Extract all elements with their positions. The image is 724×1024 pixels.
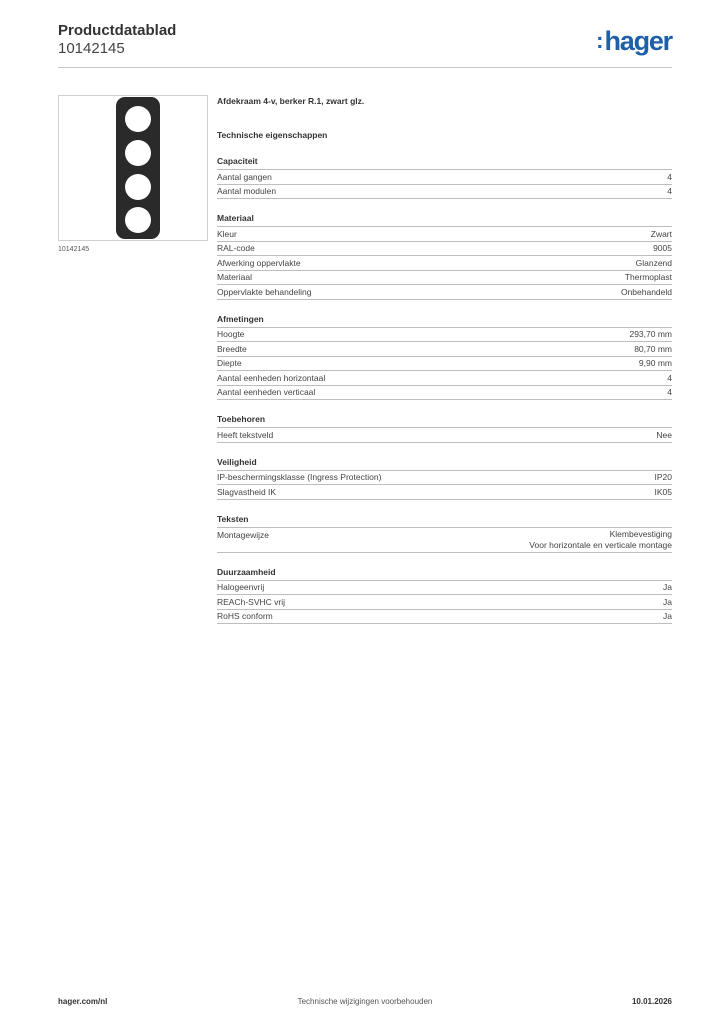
spec-label: Aantal gangen — [217, 171, 272, 182]
spec-label: Aantal eenheden horizontaal — [217, 372, 326, 383]
document-header — [58, 22, 176, 58]
spec-section — [217, 414, 672, 443]
logo-dots: : — [596, 28, 604, 53]
spec-section — [217, 314, 672, 401]
spec-label: Kleur — [217, 228, 237, 239]
spec-sections — [217, 156, 672, 624]
product-number: 10142145 — [58, 40, 125, 57]
footer-website: hager.com/nl — [58, 997, 108, 1006]
spec-section — [217, 567, 672, 625]
spec-section — [217, 457, 672, 500]
spec-label: Oppervlakte behandeling — [217, 286, 312, 297]
section-title: Capaciteit — [217, 156, 672, 170]
footer-disclaimer: Technische wijzigingen voorbehouden — [297, 997, 433, 1006]
cover-frame-picture — [116, 97, 160, 239]
section-title: Teksten — [217, 514, 672, 528]
spec-row — [217, 581, 672, 596]
spec-value-line: Klembevestiging — [609, 528, 672, 539]
spec-value: 80,70 mm — [634, 343, 672, 354]
switch-opening — [125, 174, 151, 200]
section-title: Toebehoren — [217, 414, 672, 428]
spec-value: Glanzend — [635, 257, 672, 268]
spec-value — [529, 529, 672, 551]
spec-row — [217, 371, 672, 386]
spec-row — [217, 242, 672, 257]
spec-label: Heeft tekstveld — [217, 429, 274, 440]
spec-row — [217, 342, 672, 357]
spec-value: 293,70 mm — [629, 329, 672, 339]
switch-opening — [125, 140, 151, 166]
section-title: Afmetingen — [217, 314, 672, 328]
document-title: Productdatablad — [58, 22, 177, 39]
section-title: Materiaal — [217, 213, 672, 227]
spec-row — [217, 485, 672, 500]
spec-row — [217, 256, 672, 271]
spec-row — [217, 170, 672, 185]
spec-row — [217, 528, 672, 553]
spec-value: 4 — [667, 387, 672, 397]
spec-label: Afwerking oppervlakte — [217, 257, 301, 268]
spec-value: IK05 — [654, 486, 672, 497]
spec-content — [217, 96, 672, 624]
spec-row — [217, 595, 672, 610]
spec-value: 4 — [667, 372, 672, 383]
product-image — [58, 95, 208, 241]
header-divider — [58, 67, 672, 68]
spec-label: Montagewijze — [217, 529, 269, 540]
spec-value: Nee — [656, 429, 672, 440]
section-title: Duurzaamheid — [217, 567, 672, 581]
footer-date: 10.01.2026 — [631, 997, 672, 1006]
spec-row — [217, 271, 672, 286]
spec-label: Hoogte — [217, 329, 245, 339]
spec-value: 4 — [667, 171, 672, 182]
spec-label: REACh-SVHC vrij — [217, 596, 286, 607]
spec-label: RoHS conform — [217, 611, 273, 621]
spec-section — [217, 514, 672, 553]
spec-row — [217, 185, 672, 200]
spec-label: RAL-code — [217, 243, 255, 253]
spec-row — [217, 328, 672, 343]
spec-value: 9005 — [653, 243, 672, 253]
spec-value: IP20 — [654, 472, 672, 482]
spec-label: Halogeenvrij — [217, 582, 265, 592]
spec-value: 4 — [667, 186, 672, 196]
spec-row — [217, 471, 672, 486]
spec-label: Materiaal — [217, 272, 252, 282]
hager-logo — [596, 26, 672, 58]
spec-row — [217, 285, 672, 300]
technical-properties-heading: Technische eigenschappen — [217, 130, 328, 140]
spec-section — [217, 213, 672, 300]
logo-text: hager — [604, 26, 672, 56]
product-name: Afdekraam 4-v, berker R.1, zwart glz. — [217, 96, 365, 106]
spec-label: IP-beschermingsklasse (Ingress Protection) — [217, 472, 382, 482]
spec-label: Slagvastheid IK — [217, 486, 277, 497]
spec-value: Zwart — [650, 228, 672, 239]
spec-row — [217, 610, 672, 625]
switch-opening — [125, 207, 151, 233]
spec-label: Aantal modulen — [217, 186, 277, 196]
spec-value: Thermoplast — [624, 272, 672, 282]
spec-value-line: Voor horizontale en verticale montage — [529, 539, 672, 550]
spec-value: Ja — [663, 596, 672, 607]
spec-row — [217, 227, 672, 242]
spec-label: Diepte — [217, 358, 242, 368]
spec-row — [217, 428, 672, 443]
image-caption: 10142145 — [58, 246, 90, 253]
section-title: Veiligheid — [217, 457, 672, 471]
spec-value: Ja — [663, 582, 672, 592]
spec-row — [217, 357, 672, 372]
spec-label: Breedte — [217, 343, 247, 354]
spec-value: Onbehandeld — [620, 286, 672, 297]
switch-opening — [125, 106, 151, 132]
spec-value: Ja — [663, 611, 672, 621]
spec-label: Aantal eenheden verticaal — [217, 387, 316, 397]
spec-value: 9,90 mm — [638, 358, 672, 368]
spec-row — [217, 386, 672, 401]
spec-section — [217, 156, 672, 199]
